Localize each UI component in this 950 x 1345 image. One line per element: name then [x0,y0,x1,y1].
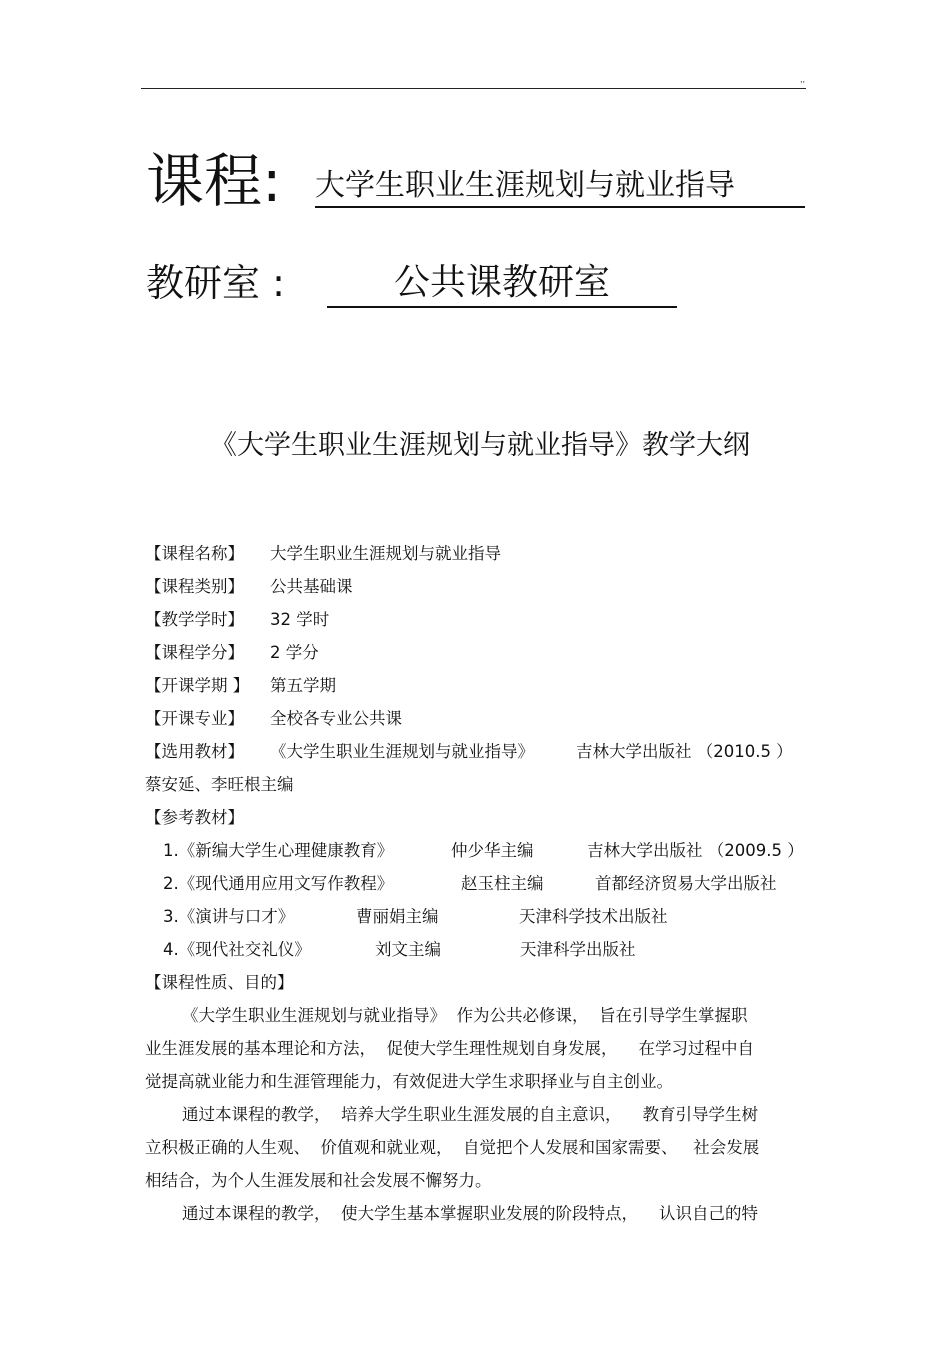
reference-title: 2.《现代通用应用文写作教程》 [163,874,394,893]
field-key: 【课程学分】 [145,643,244,662]
paragraph-line: 觉提高就业能力和生涯管理能力，有效促进大学生求职择业与自主创业。 [145,1072,673,1091]
paragraph-line: 相结合，为个人生涯发展和社会发展不懈努力。 [145,1171,492,1190]
field-key: 【开课学期 】 [145,676,250,695]
field-value: 第五学期 [270,676,336,695]
course-label: 课程: [146,147,282,215]
paragraph-line: 通过本课程的教学， 培养大学生职业生涯发展的自主意识， 教育引导学生树 [182,1105,758,1124]
field-value: 公共基础课 [270,577,353,596]
reference-title: 4.《现代社交礼仪》 [163,940,311,959]
department-value: 公共课教研室 [327,260,677,308]
reference-editor: 赵玉柱主编 [461,874,544,893]
field-value: 全校各专业公共课 [270,709,402,728]
reference-item [145,933,815,966]
field-key: 【课程类别】 [145,577,244,596]
field-value: 大学生职业生涯规划与就业指导 [270,544,501,563]
syllabus-body [145,537,815,1230]
reference-item [145,834,815,867]
field-key: 【选用教材】 [145,742,244,761]
reference-item [145,900,815,933]
field-value: 2 学分 [270,643,319,662]
reference-publisher: 吉林大学出版社 （2009.5 ） [587,841,804,860]
field-key: 【教学学时】 [145,610,244,629]
reference-publisher: 天津科学技术出版社 [519,907,668,926]
field-row [145,636,815,669]
reference-item [145,867,815,900]
nature-heading: 【课程性质、目的】 [145,973,294,992]
field-row [145,603,815,636]
field-row [145,735,815,768]
reference-editor: 刘文主编 [375,940,441,959]
reference-editor: 曹丽娟主编 [356,907,439,926]
reference-title: 1.《新编大学生心理健康教育》 [163,841,394,860]
header-mark: ,, [800,74,806,84]
paragraph [145,1098,815,1197]
header-rule [141,88,806,89]
paragraph-line: 立积极正确的人生观、 价值观和就业观， 自觉把个人发展和国家需要、 社会发展 [145,1138,760,1157]
reference-publisher: 天津科学出版社 [520,940,636,959]
paragraph-line: 业生涯发展的基本理论和方法， 促使大学生理性规划自身发展， 在学习过程中自 [145,1039,754,1058]
field-row [145,669,815,702]
document-title: 《大学生职业生涯规划与就业指导》教学大纲 [210,430,750,461]
field-row [145,537,815,570]
reference-publisher: 首都经济贸易大学出版社 [595,874,777,893]
textbook-editors: 蔡安延、李旺根主编 [145,775,294,794]
field-key: 【课程名称】 [145,544,244,563]
reference-heading: 【参考教材】 [145,808,244,827]
paragraph-line: 通过本课程的教学， 使大学生基本掌握职业发展的阶段特点， 认识自己的特 [182,1204,758,1223]
course-value: 大学生职业生涯规划与就业指导 [315,166,805,208]
field-key: 【开课专业】 [145,709,244,728]
field-value: 《大学生职业生涯规划与就业指导》 吉林大学出版社 （2010.5 ） [270,742,793,761]
reference-title: 3.《演讲与口才》 [163,907,295,926]
department-label: 教研室 : [146,261,285,305]
reference-editor: 仲少华主编 [451,841,534,860]
field-row [145,702,815,735]
field-row [145,570,815,603]
paragraph [145,999,815,1098]
paragraph [145,1197,815,1230]
paragraph-line: 《大学生职业生涯规划与就业指导》 作为公共必修课， 旨在引导学生掌握职 [182,1006,748,1025]
field-value: 32 学时 [270,610,330,629]
